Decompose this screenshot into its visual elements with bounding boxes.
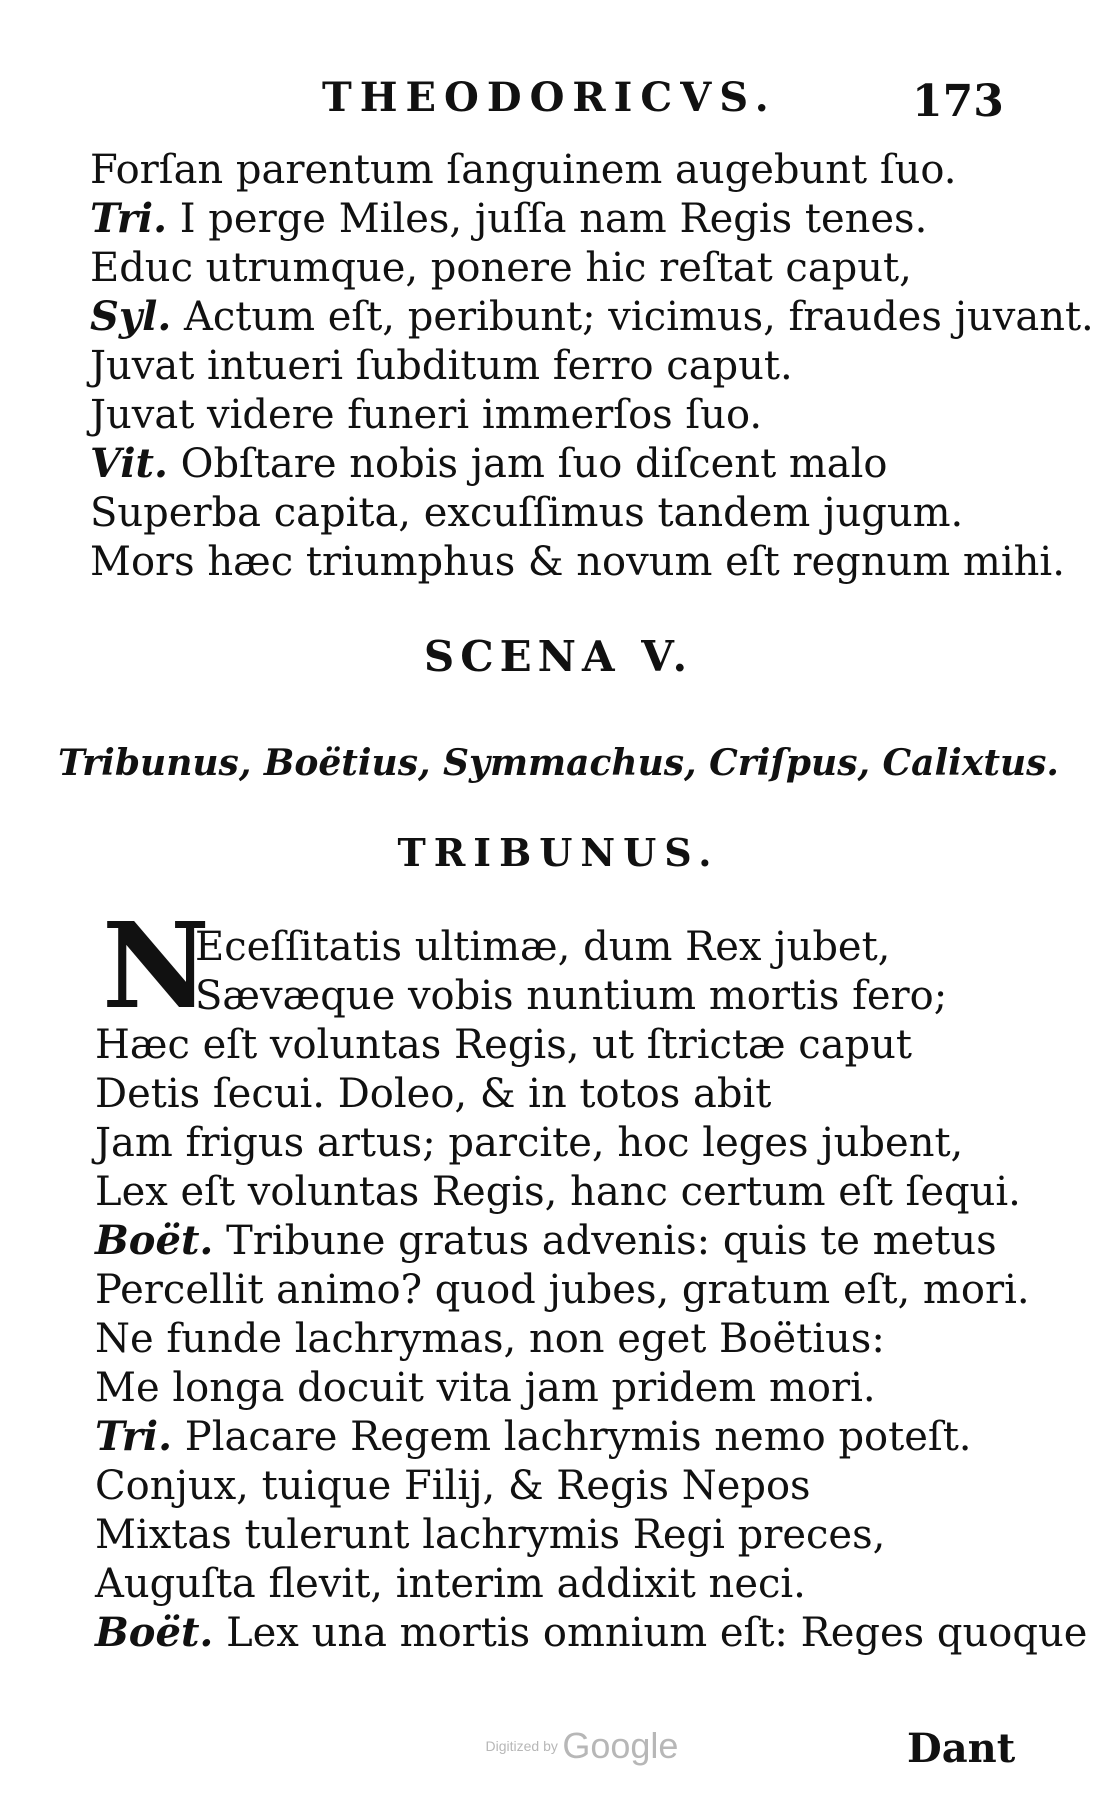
verse-text: Juvat intueri ſubditum ferro caput. [90, 343, 793, 389]
verse-block-1 [90, 145, 1094, 586]
verse-line [90, 194, 1050, 243]
digitized-watermark [462, 1725, 702, 1767]
running-title: THEODORICVS. [322, 74, 777, 121]
speaker-abbrev: Boët. [95, 1609, 214, 1656]
page-number: 173 [912, 76, 1004, 127]
verse-line [90, 341, 1050, 390]
speaker-abbrev: Vit. [90, 440, 168, 487]
verse-line [95, 1510, 1055, 1559]
drop-cap: N [102, 896, 210, 1035]
verse-text: Mixtas tulerunt lachrymis Regi preces, [95, 1512, 886, 1558]
verse-text: Educ utrumque, ponere hic reſtat caput, [90, 245, 912, 291]
verse-line [95, 1167, 1055, 1216]
verse-line [95, 1118, 1055, 1167]
verse-line [90, 292, 1094, 341]
scene-title: SCENA V. [423, 632, 694, 681]
verse-text: Detis ſecui. Doleo, & in totos abit [95, 1071, 772, 1117]
verse-line [95, 1020, 1055, 1069]
google-wordmark: Google [562, 1725, 679, 1766]
verse-text: Tribune gratus advenis: quis te metus [226, 1218, 997, 1264]
verse-line [95, 922, 1055, 971]
speaker-abbrev: Syl. [90, 293, 172, 340]
speaker-abbrev: Tri. [95, 1413, 173, 1460]
verse-line [95, 1608, 1088, 1657]
verse-line [90, 537, 1065, 586]
verse-text: Jam frigus artus; parcite, hoc leges jubent, [95, 1120, 964, 1166]
verse-text: Actum eſt, peribunt; vicimus, fraudes juvant. [183, 294, 1094, 340]
verse-line [90, 439, 1050, 488]
verse-block-2 [95, 922, 1088, 1657]
speaker-heading: TRIBUNUS. [397, 830, 720, 875]
verse-text: Conjux, tuique Filij, & Regis Nepos [95, 1463, 811, 1509]
verse-line [90, 390, 1050, 439]
verse-line [95, 1363, 1055, 1412]
verse-text: Juvat videre funeri immerſos ſuo. [90, 392, 763, 438]
verse-text: Mors hæc triumphus & novum eſt regnum mihi. [90, 539, 1065, 585]
verse-line [95, 1559, 1055, 1608]
verse-text: Eceſſitatis ultimæ, dum Rex jubet, [195, 924, 891, 970]
verse-text: Hæc eſt voluntas Regis, ut ſtrictæ caput [95, 1022, 912, 1068]
verse-line [95, 1412, 1055, 1461]
verse-text: Placare Regem lachrymis nemo poteſt. [184, 1414, 972, 1460]
verse-text: Lex una mortis omnium eſt: Reges quoque [226, 1610, 1088, 1656]
verse-text: Superba capita, excuſſimus tandem jugum. [90, 490, 964, 536]
digitized-label: Digitized by [485, 1738, 558, 1754]
verse-text: Obſtare nobis jam ſuo diſcent malo [180, 441, 888, 487]
verse-line [90, 243, 1050, 292]
speaker-abbrev: Tri. [90, 195, 168, 242]
verse-text: I perge Miles, juſſa nam Regis tenes. [179, 196, 928, 242]
page-header [0, 74, 1117, 134]
verse-text: Percellit animo? quod jubes, gratum eſt, mori. [95, 1267, 1030, 1313]
verse-line [95, 1069, 1055, 1118]
verse-line [95, 1216, 1055, 1265]
verse-line [95, 1461, 1055, 1510]
verse-line [90, 145, 1050, 194]
verse-text: Me longa docuit vita jam pridem mori. [95, 1365, 876, 1411]
catchword: Dant [907, 1725, 1016, 1772]
verse-text: Lex eſt voluntas Regis, hanc certum eſt ſequi. [95, 1169, 1021, 1215]
speaker-abbrev: Boët. [95, 1217, 214, 1264]
verse-line [95, 1314, 1055, 1363]
verse-text: Ne funde lachrymas, non eget Boëtius: [95, 1316, 885, 1362]
dramatis-personae: Tribunus, Boëtius, Symmachus, Criſpus, Calixtus. [58, 742, 1059, 784]
verse-line [95, 971, 1055, 1020]
verse-text: Forſan parentum ſanguinem augebunt ſuo. [90, 147, 957, 193]
verse-text: Auguſta flevit, interim addixit neci. [95, 1561, 806, 1607]
verse-line [95, 1265, 1055, 1314]
verse-text: Sævæque vobis nuntium mortis fero; [195, 973, 948, 1019]
verse-line [90, 488, 1050, 537]
